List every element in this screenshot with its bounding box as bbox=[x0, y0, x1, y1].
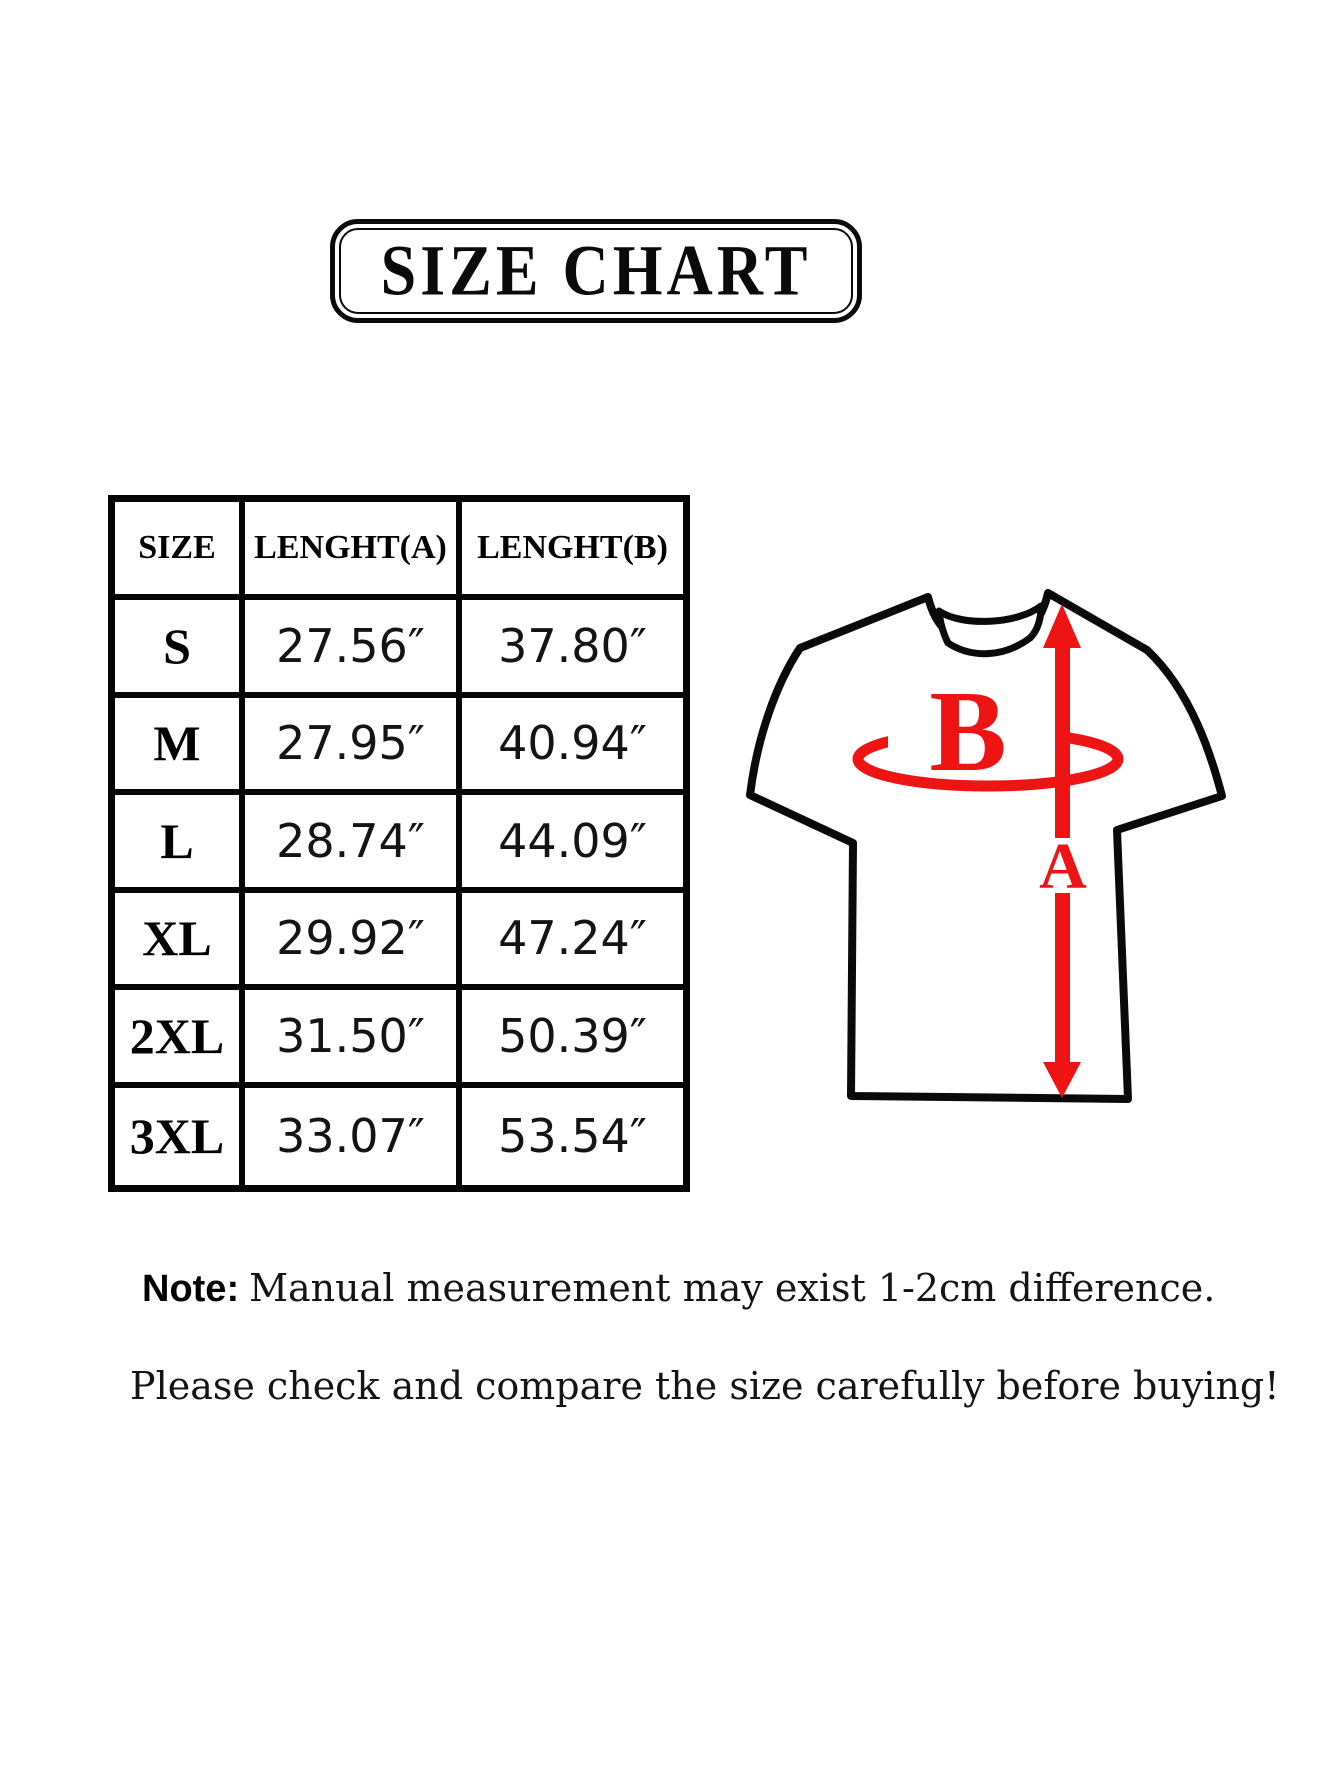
table-row-value: 31.50″ bbox=[245, 990, 462, 1088]
table-row-size: 3XL bbox=[115, 1088, 245, 1186]
table-row-value: 47.24″ bbox=[462, 893, 683, 991]
table-row-size: S bbox=[115, 600, 245, 698]
size-table bbox=[108, 495, 690, 1192]
table-row-size: L bbox=[115, 795, 245, 893]
note-line-1 bbox=[142, 1266, 1215, 1311]
column-header-length-a: LENGHT(A) bbox=[245, 502, 462, 600]
length-arrow-shaft-top bbox=[1055, 642, 1070, 838]
table-row-value: 44.09″ bbox=[462, 795, 683, 893]
table-row-value: 37.80″ bbox=[462, 600, 683, 698]
note-text-1: Manual measurement may exist 1-2cm difference. bbox=[249, 1266, 1216, 1310]
table-row-value: 28.74″ bbox=[245, 795, 462, 893]
table-row-value: 40.94″ bbox=[462, 698, 683, 796]
column-header-size: SIZE bbox=[115, 502, 245, 600]
tshirt-measurement-diagram bbox=[640, 530, 1280, 1150]
table-row-value: 50.39″ bbox=[462, 990, 683, 1088]
label-b: B bbox=[929, 668, 1007, 796]
table-row-value: 53.54″ bbox=[462, 1088, 683, 1186]
table-row-size: 2XL bbox=[115, 990, 245, 1088]
note-line-2 bbox=[130, 1364, 1280, 1408]
table-row-size: XL bbox=[115, 893, 245, 991]
length-arrow-shaft-bottom bbox=[1055, 893, 1070, 1071]
page-title: SIZE CHART bbox=[380, 230, 812, 311]
label-a: A bbox=[1039, 830, 1087, 903]
column-header-length-b: LENGHT(B) bbox=[462, 502, 683, 600]
table-row-size: M bbox=[115, 698, 245, 796]
title-plate bbox=[330, 219, 862, 323]
table-row-value: 27.95″ bbox=[245, 698, 462, 796]
table-row-value: 33.07″ bbox=[245, 1088, 462, 1186]
note-text-2: Please check and compare the size carefully before buying! bbox=[130, 1364, 1280, 1408]
table-row-value: 27.56″ bbox=[245, 600, 462, 698]
note-prefix: Note: bbox=[142, 1268, 240, 1310]
title-plate-inner-border bbox=[339, 228, 853, 314]
table-row-value: 29.92″ bbox=[245, 893, 462, 991]
